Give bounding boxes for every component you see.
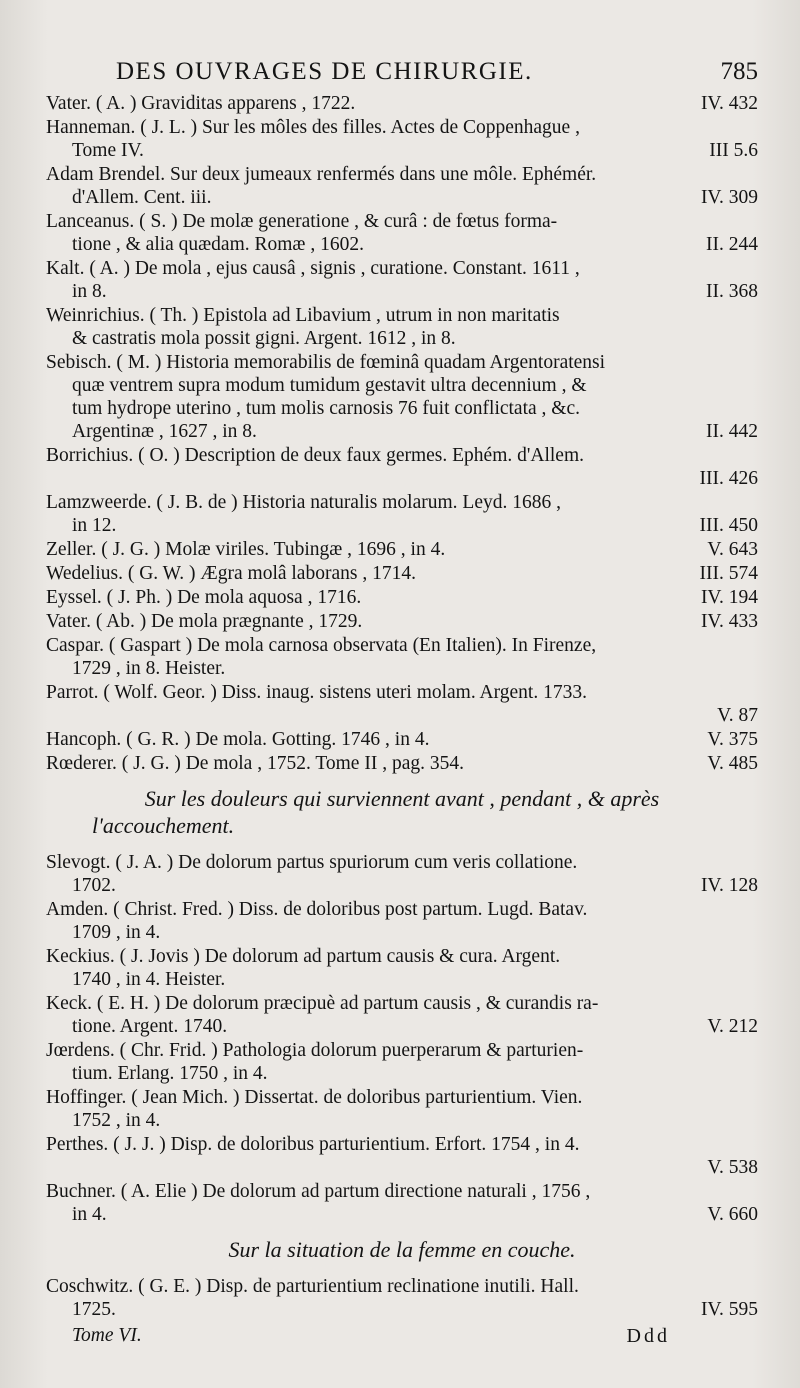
- section-heading-situation: [46, 1236, 758, 1263]
- entry-reference: V. 375: [707, 729, 758, 750]
- bibliography-entry: [46, 257, 758, 303]
- entry-reference: [748, 327, 758, 350]
- entry-line: [46, 681, 758, 704]
- bibliography-entry: [46, 163, 758, 209]
- entry-line: [46, 752, 758, 775]
- bibliography-entry: [46, 1133, 758, 1179]
- entry-text: tione. Argent. 1740.: [72, 1016, 228, 1037]
- bibliography-entry: [46, 728, 758, 751]
- entry-reference: IV. 128: [700, 875, 758, 896]
- entry-line: [46, 186, 758, 209]
- entry-reference: II. 244: [706, 234, 758, 255]
- entry-reference: IV. 433: [700, 611, 758, 632]
- entry-text: Slevogt. ( J. A. ) De dolorum partus spuriorum cum veris collatione.: [46, 852, 578, 873]
- entry-reference: V. 485: [707, 753, 758, 774]
- entry-reference: V. 660: [707, 1204, 758, 1225]
- entry-reference: IV. 194: [700, 587, 758, 608]
- entry-line: [46, 139, 758, 162]
- entry-reference: III. 426: [699, 468, 758, 489]
- entry-reference: V. 87: [717, 705, 758, 726]
- entry-line: [46, 304, 758, 327]
- entry-text: Keck. ( E. H. ) De dolorum præcipuè ad partum causis , & curandis ra-: [46, 993, 599, 1014]
- entry-reference: IV. 309: [700, 187, 758, 208]
- entry-text: quæ ventrem supra modum tumidum gestavit ultra decennium , &: [72, 375, 587, 396]
- entry-line: [46, 92, 758, 115]
- entries-group-douleurs: [46, 851, 758, 1226]
- bibliography-entry: [46, 1275, 758, 1321]
- bibliography-entry: [46, 898, 758, 944]
- entry-text: Buchner. ( A. Elie ) De dolorum ad partum directione naturali , 1756 ,: [46, 1181, 591, 1202]
- bibliography-entry: [46, 752, 758, 775]
- entry-text: Coschwitz. ( G. E. ) Disp. de parturientium reclinatione inutili. Hall.: [46, 1276, 579, 1297]
- entry-text: 1725.: [72, 1299, 116, 1320]
- page-title: DES OUVRAGES DE CHIRURGIE.: [116, 58, 533, 85]
- entry-text: tione , & alia quædam. Romæ , 1602.: [72, 234, 364, 255]
- entries-group-situation: [46, 1275, 758, 1321]
- entry-text: 1752 , in 4.: [72, 1110, 161, 1131]
- section-heading-douleurs: [46, 785, 758, 839]
- bibliography-entry: [46, 851, 758, 897]
- entry-line: [46, 728, 758, 751]
- entry-text: 1729 , in 8. Heister.: [72, 658, 226, 679]
- page-footer: [72, 1325, 670, 1348]
- entry-line: [46, 538, 758, 561]
- entry-line: [46, 874, 758, 897]
- running-header: [116, 58, 758, 86]
- entry-line: [46, 491, 758, 514]
- entry-text: Perthes. ( J. J. ) Disp. de doloribus parturientium. Erfort. 1754 , in 4.: [46, 1134, 580, 1155]
- bibliography-entry: [46, 1180, 758, 1226]
- bibliography-entry: [46, 210, 758, 256]
- entry-text: Keckius. ( J. Jovis ) De dolorum ad partum causis & cura. Argent.: [46, 946, 561, 967]
- entry-line: [46, 351, 758, 374]
- entry-text: Hanneman. ( J. L. ) Sur les môles des filles. Actes de Coppenhague ,: [46, 117, 580, 138]
- entry-reference: [748, 1109, 758, 1132]
- entry-line: [46, 280, 758, 303]
- section-heading-line: Sur la situation de la femme en couche.: [228, 1237, 576, 1262]
- entry-line: [46, 921, 758, 944]
- entry-text: Hoffinger. ( Jean Mich. ) Dissertat. de doloribus parturientium. Vien.: [46, 1087, 583, 1108]
- bibliography-entry: [46, 92, 758, 115]
- entry-line: [46, 634, 758, 657]
- entry-line: [46, 374, 758, 397]
- entry-line: [46, 210, 758, 233]
- bibliography-entry: [46, 491, 758, 537]
- bibliography-entry: [46, 562, 758, 585]
- entry-line: [46, 898, 758, 921]
- entry-line: [46, 851, 758, 874]
- bibliography-entry: [46, 945, 758, 991]
- entry-line: [46, 1133, 758, 1156]
- entries-group-moles: [46, 92, 758, 775]
- section-heading-line: l'accouchement.: [92, 813, 235, 838]
- entry-reference: III. 574: [699, 563, 758, 584]
- entry-reference: [748, 1062, 758, 1085]
- entry-text: Caspar. ( Gaspart ) De mola carnosa observata (En Italien). In Firenze,: [46, 635, 597, 656]
- entry-text: Lamzweerde. ( J. B. de ) Historia naturalis molarum. Leyd. 1686 ,: [46, 492, 561, 513]
- entry-text: d'Allem. Cent. iii.: [72, 187, 212, 208]
- entry-reference: II. 442: [706, 421, 758, 442]
- entry-line: [46, 1203, 758, 1226]
- entry-text: Borrichius. ( O. ) Description de deux faux germes. Ephém. d'Allem.: [46, 445, 585, 466]
- entry-line: [46, 163, 758, 186]
- entry-reference: V. 538: [707, 1157, 758, 1178]
- entry-text: Adam Brendel. Sur deux jumeaux renfermés dans une môle. Ephémér.: [46, 164, 597, 185]
- entry-line: [46, 1109, 758, 1132]
- bibliography-entry: [46, 538, 758, 561]
- entry-text: Vater. ( A. ) Graviditas apparens , 1722.: [46, 93, 356, 114]
- entry-text: tum hydrope uterino , tum molis carnosis 76 fuit conflictata , &c.: [72, 398, 580, 419]
- entry-reference: III. 450: [699, 515, 758, 536]
- entry-line: [46, 1062, 758, 1085]
- footer-tome: Tome VI.: [72, 1325, 142, 1346]
- entry-line: [46, 1039, 758, 1062]
- entry-text: Sebisch. ( M. ) Historia memorabilis de fœminâ quadam Argentoratensi: [46, 352, 606, 373]
- bibliography-entry: [46, 586, 758, 609]
- entry-line: [46, 327, 758, 350]
- entry-line: [46, 562, 758, 585]
- entry-reference: V. 643: [707, 539, 758, 560]
- entry-line: [46, 444, 758, 467]
- bibliography-entry: [46, 1039, 758, 1085]
- bibliography-entry: [46, 634, 758, 680]
- entry-text: 1740 , in 4. Heister.: [72, 969, 226, 990]
- footer-signature: Ddd: [626, 1325, 670, 1347]
- entry-text: Vater. ( Ab. ) De mola prægnante , 1729.: [46, 611, 363, 632]
- entry-line: [46, 1298, 758, 1321]
- entry-line: [46, 420, 758, 443]
- entry-line: [46, 116, 758, 139]
- entry-text: Eyssel. ( J. Ph. ) De mola aquosa , 1716.: [46, 587, 362, 608]
- entry-line: [46, 1015, 758, 1038]
- bibliography-entry: [46, 1086, 758, 1132]
- bibliography-entry: [46, 351, 758, 443]
- entry-line: [46, 397, 758, 420]
- page-number: 785: [720, 58, 758, 85]
- section-heading-line: Sur les douleurs qui surviennent avant , pendant , & après: [144, 786, 660, 811]
- entry-text: tium. Erlang. 1750 , in 4.: [72, 1063, 268, 1084]
- entry-line: [46, 257, 758, 280]
- entry-text: in 4.: [72, 1204, 107, 1225]
- entry-text: Parrot. ( Wolf. Geor. ) Diss. inaug. sistens uteri molam. Argent. 1733.: [46, 682, 587, 703]
- entry-text: Tome IV.: [72, 140, 144, 161]
- entry-line: [46, 704, 758, 727]
- entry-line: [46, 586, 758, 609]
- entry-reference: IV. 432: [700, 93, 758, 114]
- entry-line: [46, 1086, 758, 1109]
- entry-text: in 12.: [72, 515, 117, 536]
- entry-text: & castratis mola possit gigni. Argent. 1612 , in 8.: [72, 328, 456, 349]
- entry-reference: V. 212: [707, 1016, 758, 1037]
- entry-line: [46, 610, 758, 633]
- entry-line: [46, 1156, 758, 1179]
- bibliography-entry: [46, 444, 758, 490]
- entry-line: [46, 945, 758, 968]
- entry-text: Zeller. ( J. G. ) Molæ viriles. Tubingæ , 1696 , in 4.: [46, 539, 446, 560]
- entry-reference: [748, 968, 758, 991]
- entry-text: Rœderer. ( J. G. ) De mola , 1752. Tome II , pag. 354.: [46, 753, 464, 774]
- entry-line: [46, 514, 758, 537]
- entry-text: Wedelius. ( G. W. ) Ægra molâ laborans , 1714.: [46, 563, 416, 584]
- entry-reference: [748, 657, 758, 680]
- entry-text: Hancoph. ( G. R. ) De mola. Gotting. 1746 , in 4.: [46, 729, 430, 750]
- entry-reference: III 5.6: [709, 140, 758, 161]
- bibliography-entry: [46, 681, 758, 727]
- entry-text: Kalt. ( A. ) De mola , ejus causâ , signis , curatione. Constant. 1611 ,: [46, 258, 580, 279]
- entry-line: [46, 233, 758, 256]
- entry-line: [46, 968, 758, 991]
- entry-reference: II. 368: [706, 281, 758, 302]
- entry-text: Jœrdens. ( Chr. Frid. ) Pathologia dolorum puerperarum & parturien-: [46, 1040, 584, 1061]
- bibliography-entry: [46, 610, 758, 633]
- entry-text: Argentinæ , 1627 , in 8.: [72, 421, 257, 442]
- entry-text: in 8.: [72, 281, 107, 302]
- entry-reference: IV. 595: [700, 1299, 758, 1320]
- entry-text: Amden. ( Christ. Fred. ) Diss. de doloribus post partum. Lugd. Batav.: [46, 899, 588, 920]
- bibliography-entry: [46, 304, 758, 350]
- entry-text: 1702.: [72, 875, 116, 896]
- entry-text: 1709 , in 4.: [72, 922, 161, 943]
- bibliography-entry: [46, 992, 758, 1038]
- entry-line: [46, 657, 758, 680]
- entry-line: [46, 992, 758, 1015]
- entry-reference: [748, 921, 758, 944]
- entry-line: [46, 467, 758, 490]
- entry-text: Weinrichius. ( Th. ) Epistola ad Libavium , utrum in non maritatis: [46, 305, 560, 326]
- entry-line: [46, 1275, 758, 1298]
- entry-text: Lanceanus. ( S. ) De molæ generatione , & curâ : de fœtus forma-: [46, 211, 558, 232]
- bibliography-entry: [46, 116, 758, 162]
- entry-line: [46, 1180, 758, 1203]
